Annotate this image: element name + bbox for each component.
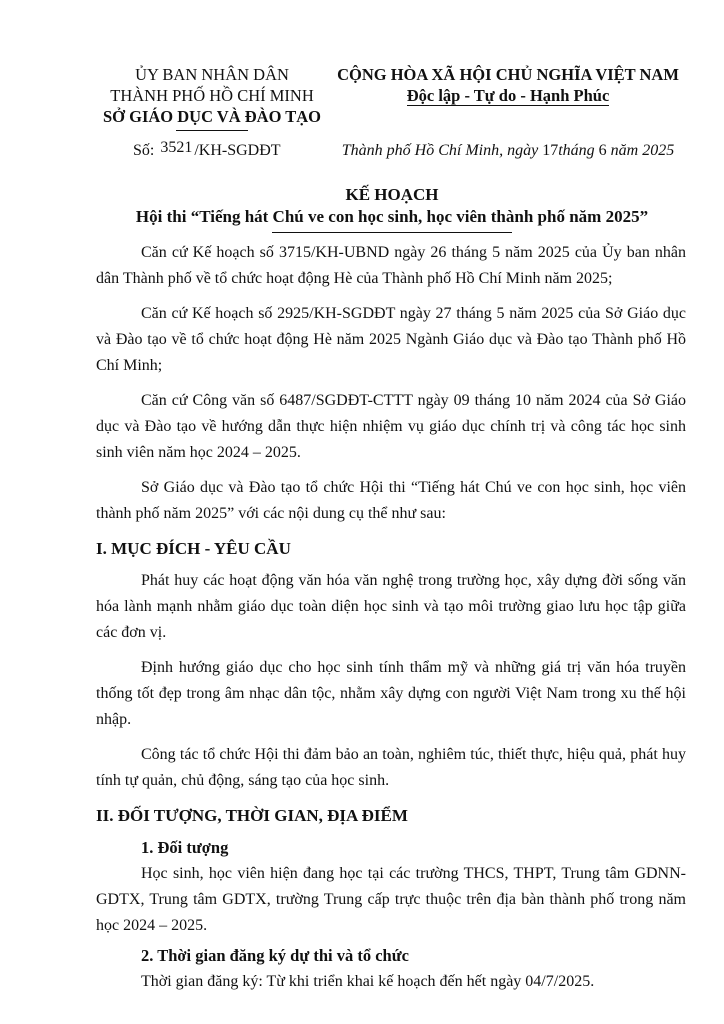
title-underline	[272, 232, 512, 233]
paragraph-purpose-3: Công tác tổ chức Hội thi đảm bảo an toàn, nghiêm túc, thiết thực, hiệu quả, phát huy tính tự quản, chủ động, sáng tạo của học sinh.	[96, 746, 686, 789]
authority-line-1: ỦY BAN NHÂN DÂN	[135, 65, 289, 84]
subsection-heading-2: 2. Thời gian đăng ký dự thi và tổ chức	[141, 946, 409, 965]
document-title	[96, 184, 688, 233]
docnum-value: 3521	[160, 139, 193, 156]
subsection-heading-1: 1. Đối tượng	[141, 838, 229, 857]
paragraph-basis-3: Căn cứ Công văn số 6487/SGDĐT-CTTT ngày 09 tháng 10 năm 2024 của Sở Giáo dục và Đào tạo về hướng dẫn thực hiện nhiệm vụ giáo dục chính trị và công tác học sinh sinh viên năm học 2024 – 2025.	[96, 392, 686, 461]
authority-line-2: THÀNH PHỐ HỒ CHÍ MINH	[110, 86, 314, 105]
nation-motto: Độc lập - Tự do - Hạnh Phúc	[406, 86, 610, 105]
paragraph-participants: Học sinh, học viên hiện đang học tại các trường THCS, THPT, Trung tâm GDNN-GDTX, Trung tâm GDTX, trường Trung cấp trực thuộc trên địa bàn thành phố trong năm học 2024 – 2025.	[96, 865, 686, 934]
date-month-word: tháng	[558, 142, 595, 159]
document-body	[96, 240, 686, 1004]
paragraph-purpose-1: Phát huy các hoạt động văn hóa văn nghệ trong trường học, xây dựng đời sống văn hóa lành mạnh nhằm giáo dục toàn diện học sinh và tạo môi trường giao lưu học tập giữa các đơn vị.	[96, 572, 686, 641]
authority-underline	[176, 130, 248, 131]
title-line-1: KẾ HOẠCH	[345, 185, 439, 204]
authority-line-3: SỞ GIÁO DỤC VÀ ĐÀO TẠO	[102, 107, 322, 126]
paragraph-intro: Sở Giáo dục và Đào tạo tổ chức Hội thi “Tiếng hát Chú ve con học sinh, học viên thành phố năm 2025” với các nội dung cụ thể như sau:	[96, 479, 686, 522]
nation-name: CỘNG HÒA XÃ HỘI CHỦ NGHĨA VIỆT NAM	[337, 65, 679, 84]
section-heading-1: I. MỤC ĐÍCH - YÊU CẦU	[96, 539, 291, 558]
section-heading-2: II. ĐỐI TƯỢNG, THỜI GIAN, ĐỊA ĐIỂM	[96, 806, 408, 825]
docnum-prefix: Số:	[133, 142, 155, 159]
document-date	[328, 142, 688, 160]
paragraph-basis-2: Căn cứ Kế hoạch số 2925/KH-SGDĐT ngày 27 tháng 5 năm 2025 của Sở Giáo dục và Đào tạo về tổ chức hoạt động Hè năm 2025 Ngành Giáo dục và Đào tạo Thành phố Hồ Chí Minh;	[96, 305, 686, 374]
date-day: 17	[542, 142, 559, 159]
docnum-suffix: /KH-SGDĐT	[194, 142, 281, 159]
paragraph-purpose-2: Định hướng giáo dục cho học sinh tính thẩm mỹ và những giá trị văn hóa truyền thống tốt đẹp trong âm nhạc dân tộc, nhằm xây dựng con người Việt Nam trong xu thế hội nhập.	[96, 659, 686, 728]
national-title	[328, 64, 688, 106]
date-suffix: năm 2025	[610, 142, 675, 159]
issuing-authority	[96, 64, 328, 131]
title-line-2: Hội thi “Tiếng hát Chú ve con học sinh, học viên thành phố năm 2025”	[135, 207, 649, 226]
date-prefix: Thành phố Hồ Chí Minh, ngày	[341, 142, 539, 159]
document-number	[133, 139, 281, 160]
date-month: 6	[598, 142, 607, 159]
paragraph-basis-1: Căn cứ Kế hoạch số 3715/KH-UBND ngày 26 tháng 5 năm 2025 của Ủy ban nhân dân Thành phố về tổ chức hoạt động Hè của Thành phố Hồ Chí Minh năm 2025;	[96, 244, 686, 287]
paragraph-registration: Thời gian đăng ký: Từ khi triển khai kế hoạch đến hết ngày 04/7/2025.	[141, 973, 595, 990]
